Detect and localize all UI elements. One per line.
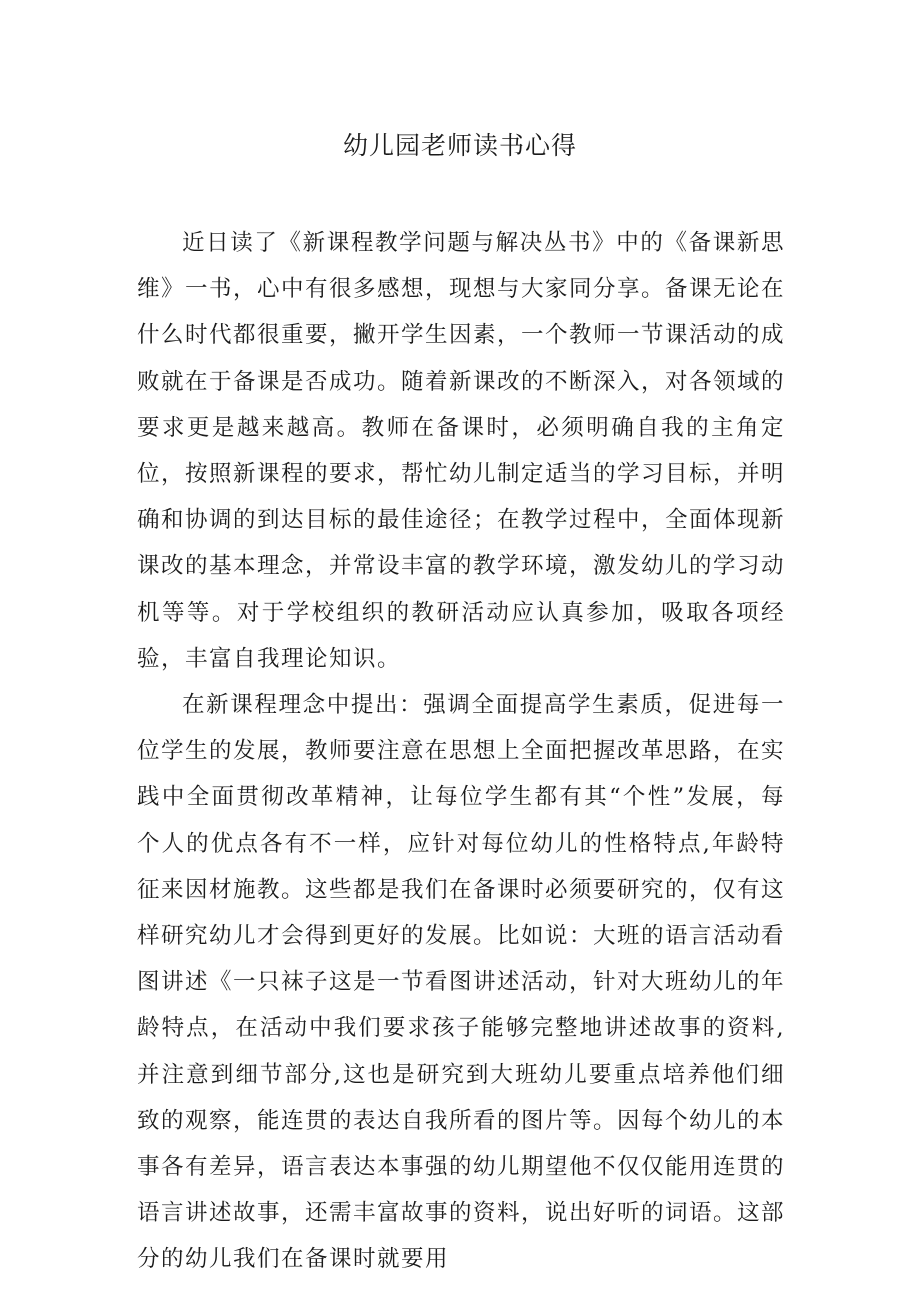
paragraph: 近日读了《新课程教学问题与解决丛书》中的《备课新思维》一书，心中有很多感想，现想与大家同分享。备课无论在什么时代都很重要，撇开学生因素，一个教师一节课活动的成败就在于备课是否成功。随着新课改的不断深入，对各领域的要求更是越来越高。教师在备课时，必须明确自我的主角定位，按照新课程的要求，帮忙幼儿制定适当的学习目标，并明确和协调的到达目标的最佳途径；在教学过程中，全面体现新课改的基本理念，并常设丰富的教学环境，激发幼儿的学习动机等等。对于学校组织的教研活动应认真参加，吸取各项经验，丰富自我理论知识。: [137, 230, 786, 672]
document-body: [137, 220, 785, 1283]
document-title: 幼儿园老师读书心得: [342, 131, 577, 160]
paragraph: 在新课程理念中提出：强调全面提高学生素质，促进每一位学生的发展，教师要注意在思想上全面把握改革思路，在实践中全面贯彻改革精神，让每位学生都有其“个性”发展，每个人的优点各有不一样，应针对每位幼儿的性格特点,年龄特征来因材施教。这些都是我们在备课时必须要研究的，仅有这样研究幼儿才会得到更好的发展。比如说：大班的语言活动看图讲述《一只袜子这是一节看图讲述活动，针对大班幼儿的年龄特点，在活动中我们要求孩子能够完整地讲述故事的资料,并注意到细节部分,这也是研究到大班幼儿要重点培养他们细致的观察，能连贯的表达自我所看的图片等。因每个幼儿的本事各有差异，语言表达本事强的幼儿期望他不仅仅能用连贯的语言讲述故事，还需丰富故事的资料，说出好听的词语。这部分的幼儿我们在备课时就要用: [137, 692, 786, 1273]
